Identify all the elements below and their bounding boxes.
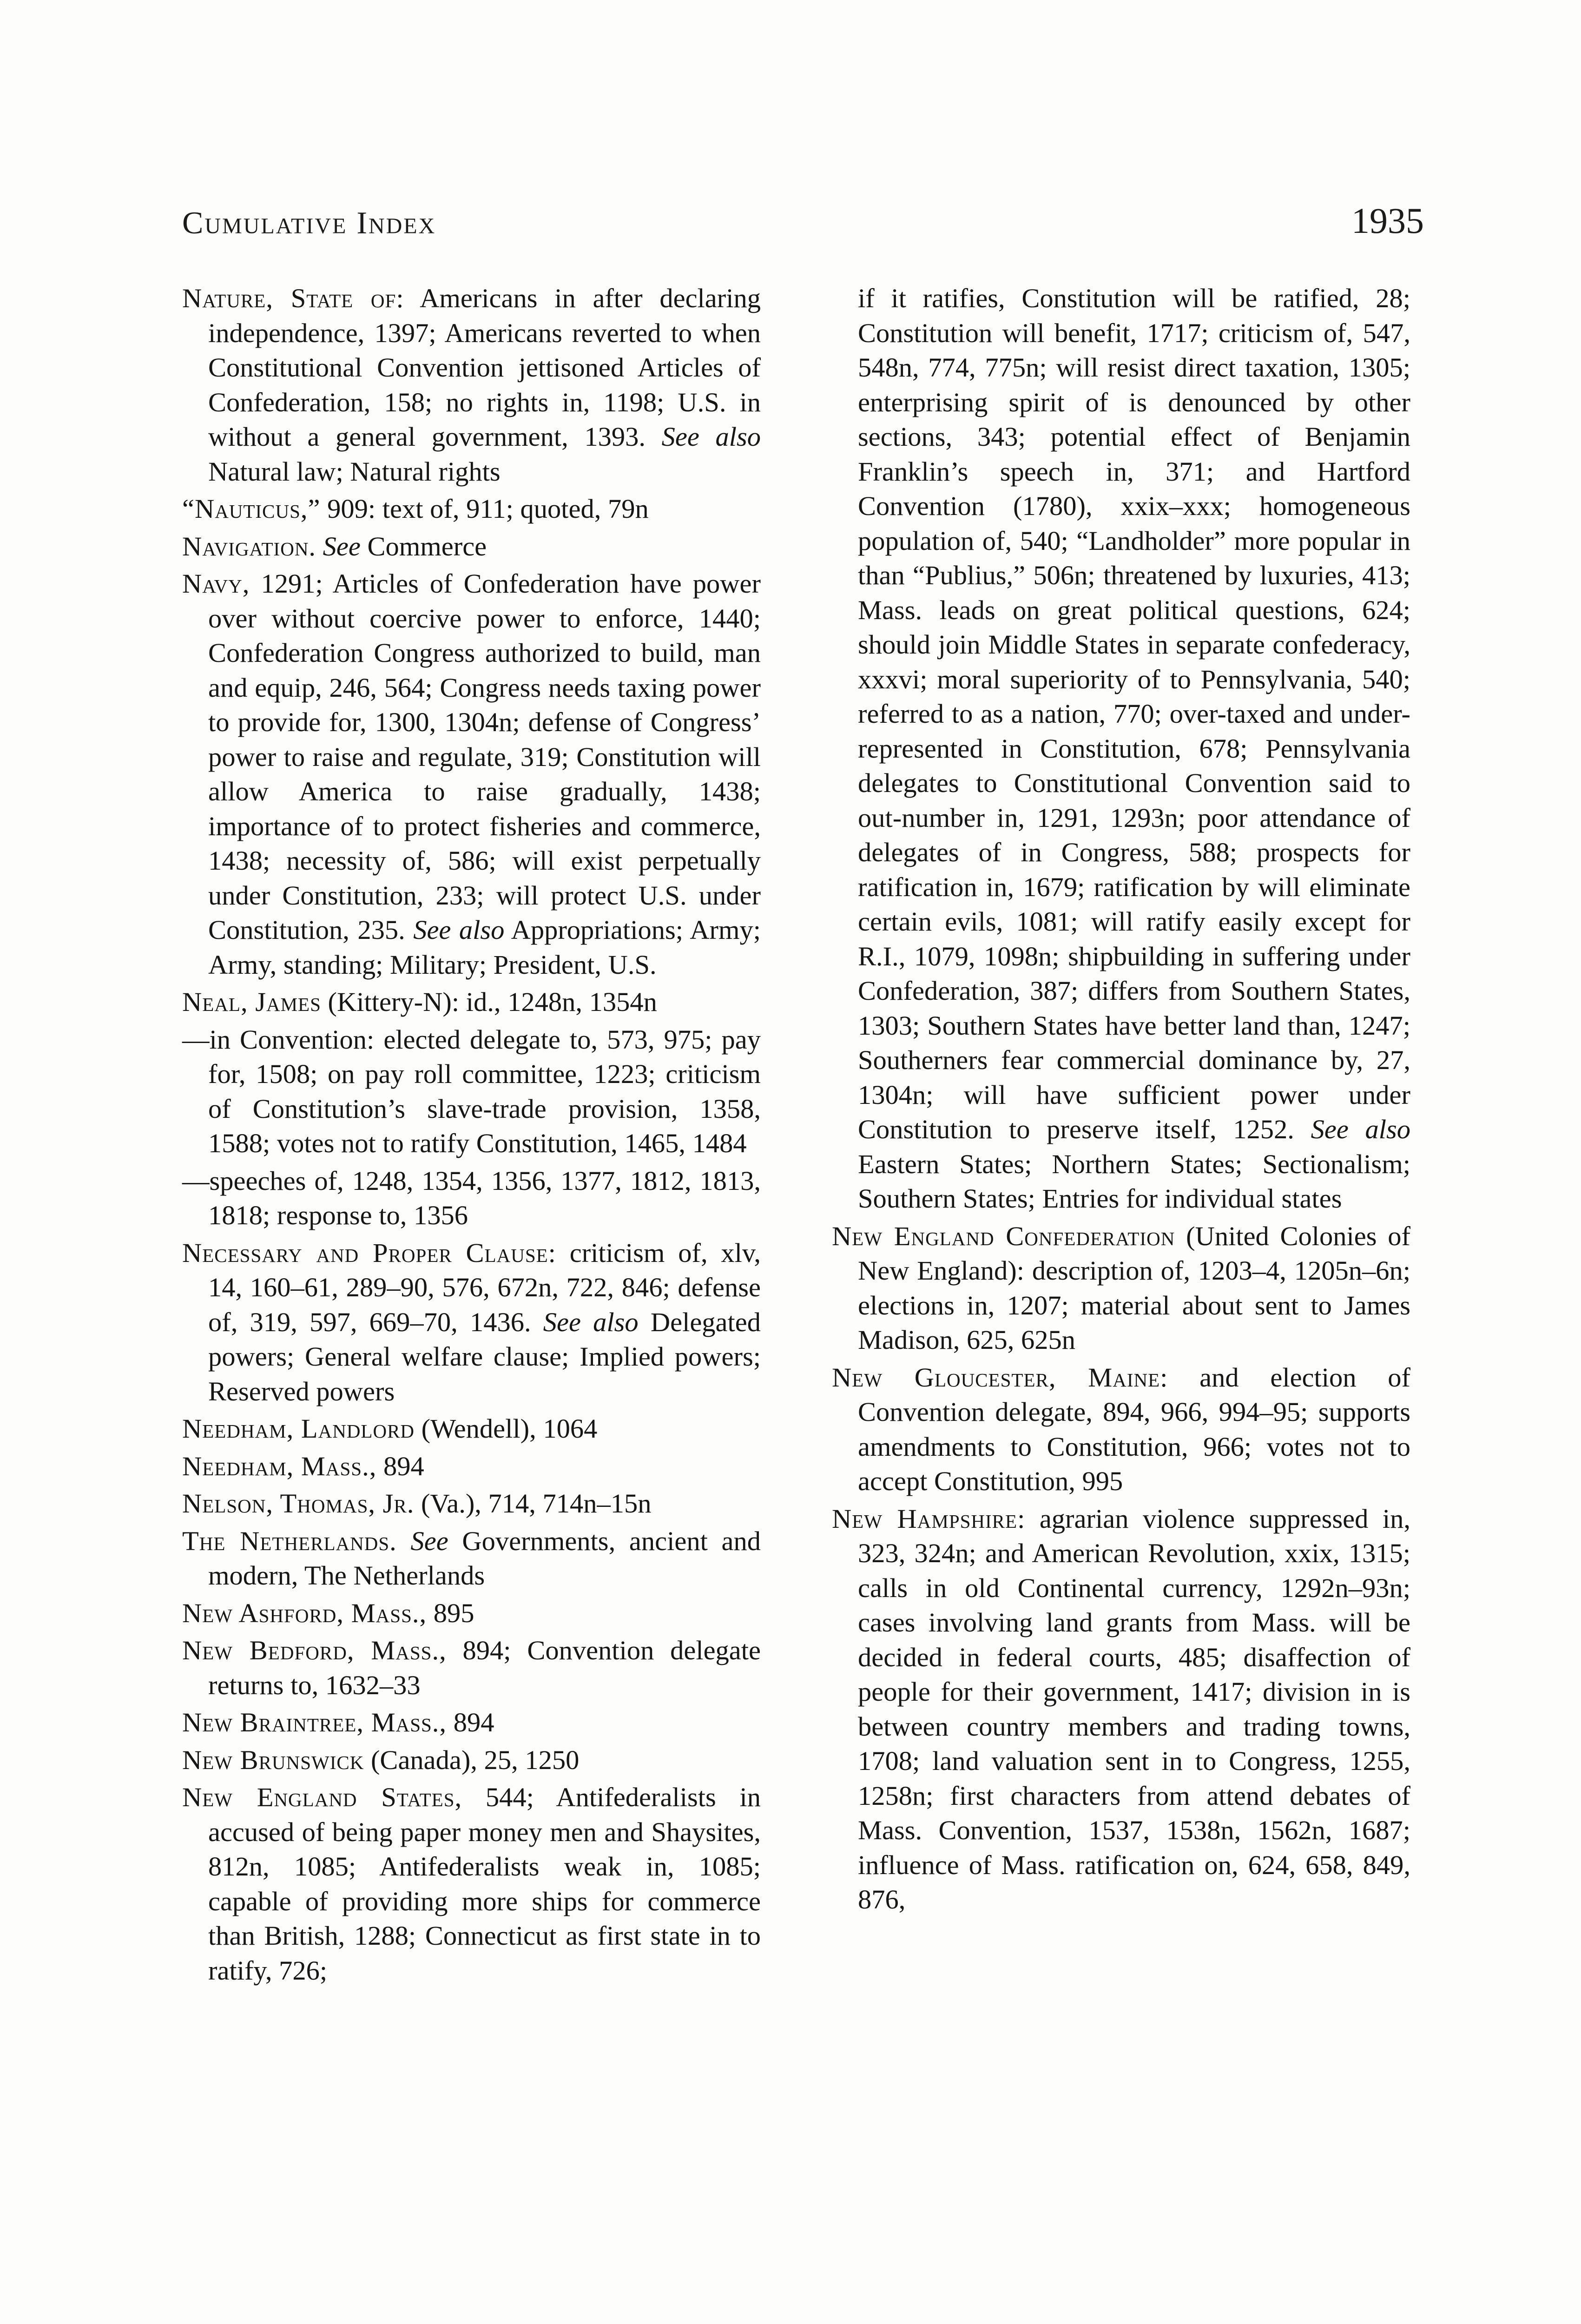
index-entry [182, 1486, 761, 1521]
left-column [182, 281, 761, 1991]
entry-text: if it ratifies, Constitution will be ratified, 28; Constitution will benefit, 1717; criticism of, 547, 548n, 774, 775n; will resist direct taxation, 1305; enterprising spirit of is denounced by other sections, 343; potential effect of Benjamin Franklin’s speech in, 371; and Hartford Convention (1780), xxix–xxx; homogeneous population of, 540; “Landholder” more popular in than “Publius,” 506n; threatened by luxuries, 413; Mass. leads on great political questions, 624; should join Middle States in separate confederacy, xxxvi; moral superiority of to Pennsylvania, 540; referred to as a nation, 770; over-taxed and under-represented in Constitution, 678; Pennsylvania delegates to Constitutional Convention said to out-number in, 1291, 1293n; poor attendance of delegates of in Congress, 588; prospects for ratification in, 1679; ratification by will eliminate certain evils, 1081; will ratify easily except for R.I., 1079, 1098n; shipbuilding in suffering under Confederation, 387; differs from Southern States, 1303; Southern States have better land than, 1247; Southerners fear commercial dominance by, 27, 1304n; will have sufficient power under Constitution to preserve itself, 1252. [858, 283, 1410, 1144]
entry-text: (United Colonies of New England): description of, 1203–4, 1205n–6n; elections in, 1207; material about sent to James Madison, 625, 625n [858, 1221, 1410, 1355]
running-title: Cumulative Index [182, 205, 436, 240]
entry-text: 895 [427, 1598, 474, 1628]
index-entry [832, 1360, 1410, 1499]
entry-headword: Navigation. [182, 531, 316, 561]
index-entry [182, 1524, 761, 1593]
cross-reference-text: Eastern States; Northern States; Sectionalism; Southern States; Entries for individual states [858, 1149, 1410, 1214]
entry-headword: New Ashford, Mass., [182, 1598, 427, 1628]
entry-headword: Needham, Mass., [182, 1451, 377, 1481]
cross-reference-text: Appropriations; Army; Army, standing; Military; President, U.S. [208, 915, 761, 980]
entry-text: (Canada), 25, 1250 [364, 1744, 580, 1775]
entry-text: Americans in after declaring independence, 1397; Americans reverted to when Constitutional Convention jettisoned Articles of Confederation, 158; no rights in, 1198; U.S. in without a general government, 1393. [208, 283, 761, 452]
index-entry [182, 1596, 761, 1631]
entry-text: (Wendell), 1064 [415, 1413, 598, 1444]
entry-headword: Necessary and Proper Clause: [182, 1237, 556, 1268]
entry-text: —in Convention: elected delegate to, 573, 975; pay for, 1508; on pay roll committee, 1223; criticism of Constitution’s slave-trade provision, 1358, 1588; votes not to ratify Constitution, 1465, 1484 [182, 1024, 761, 1158]
entry-text: (Kittery-N): id., 1248n, 1354n [321, 987, 657, 1017]
entry-text: and election of Convention delegate, 894, 966, 994–95; supports amendments to Constitution, 966; votes not to accept Constitution, 995 [858, 1362, 1410, 1496]
entry-text [397, 1526, 411, 1556]
index-entry [182, 1780, 761, 1988]
index-entry [182, 1449, 761, 1484]
entry-text: 894 [447, 1707, 494, 1737]
index-entry [832, 1502, 1410, 1917]
cross-reference-text: Delegated powers; General welfare clause; Implied powers; Reserved powers [208, 1307, 761, 1406]
index-entry [182, 492, 761, 527]
index-entry [182, 1023, 761, 1161]
see-also-ref: See also [543, 1307, 639, 1337]
entry-text: (Va.), 714, 714n–15n [414, 1488, 652, 1519]
see-also-ref: See [410, 1525, 448, 1556]
entry-headword: New Brunswick [182, 1744, 364, 1775]
entry-headword: New Braintree, Mass., [182, 1707, 447, 1737]
entry-text: 909: text of, 911; quoted, 79n [320, 494, 649, 524]
index-entry [182, 1236, 761, 1409]
index-entry [182, 985, 761, 1020]
entry-headword: Navy, [182, 568, 250, 599]
entry-text: agrarian violence suppressed in, 323, 324n; and American Revolution, xxix, 1315; calls in old Continental currency, 1292n–93n; cases involving land grants from Mass. will be decided in federal courts, 485; disaffection of people for their government, 1417; division in is between country members and trading towns, 1708; land valuation sent in to Congress, 1255, 1258n; first characters from attend debates of Mass. Convention, 1537, 1538n, 1562n, 1687; influence of Mass. ratification on, 624, 658, 849, 876, [858, 1503, 1410, 1915]
entry-headword: “Nauticus,” [182, 494, 321, 524]
entry-headword: Needham, Landlord [182, 1413, 415, 1444]
entry-text: 894; Convention delegate returns to, 1632–33 [208, 1635, 761, 1700]
entry-headword: New Hampshire: [832, 1503, 1026, 1534]
entry-text: 1291; Articles of Confederation have power over without coercive power to enforce, 1440; Confederation Congress authorized to build, man and equip, 246, 564; Congress needs taxing power to provide for, 1300, 1304n; defense of Congress’ power to raise and regulate, 319; Constitution will allow America to raise gradually, 1438; importance of to protect fisheries and commerce, 1438; necessity of, 586; will exist perpetually under Constitution, 233; will protect U.S. under Constitution, 235. [208, 568, 761, 945]
cross-reference-text: Commerce [360, 531, 487, 561]
see-also-ref: See also [1311, 1114, 1410, 1144]
cross-reference-text: Natural law; Natural rights [208, 456, 501, 487]
entry-headword: The Netherlands. [182, 1525, 397, 1556]
right-column [832, 281, 1410, 1920]
entry-text: —speeches of, 1248, 1354, 1356, 1377, 1812, 1813, 1818; response to, 1356 [182, 1165, 761, 1230]
index-entry [182, 1164, 761, 1233]
entry-text: criticism of, xlv, 14, 160–61, 289–90, 576, 672n, 722, 846; defense of, 319, 597, 669–70, 1436. [208, 1237, 761, 1337]
entry-headword: New England States, [182, 1782, 462, 1812]
see-also-ref: See also [661, 422, 761, 452]
index-entry [182, 567, 761, 982]
entry-text: 544; Antifederalists in accused of being paper money men and Shaysites, 812n, 1085; Antifederalists weak in, 1085; capable of providing more ships for commerce than British, 1288; Connecticut as first state in to ratify, 726; [208, 1782, 761, 1986]
entry-headword: New England Confederation [832, 1221, 1175, 1251]
cross-reference-text: Governments, ancient and modern, The Netherlands [208, 1525, 761, 1591]
index-entry [182, 1743, 761, 1778]
entry-text [316, 531, 323, 561]
entry-headword: Neal, James [182, 987, 321, 1017]
entry-text: 894 [376, 1451, 424, 1481]
see-also-ref: See [323, 531, 361, 561]
index-entry [182, 281, 761, 489]
index-entry [182, 1412, 761, 1446]
index-entry [832, 281, 1410, 1216]
index-entry [182, 1705, 761, 1740]
entry-headword: Nature, State of: [182, 283, 404, 313]
entry-headword: Nelson, Thomas, Jr. [182, 1488, 415, 1519]
entry-headword: New Gloucester, Maine: [832, 1362, 1168, 1393]
see-also-ref: See also [413, 915, 505, 945]
entry-headword: New Bedford, Mass., [182, 1635, 447, 1665]
index-entry [182, 1633, 761, 1703]
index-entry [832, 1219, 1410, 1358]
index-entry [182, 529, 761, 564]
page-number: 1935 [1351, 200, 1424, 241]
